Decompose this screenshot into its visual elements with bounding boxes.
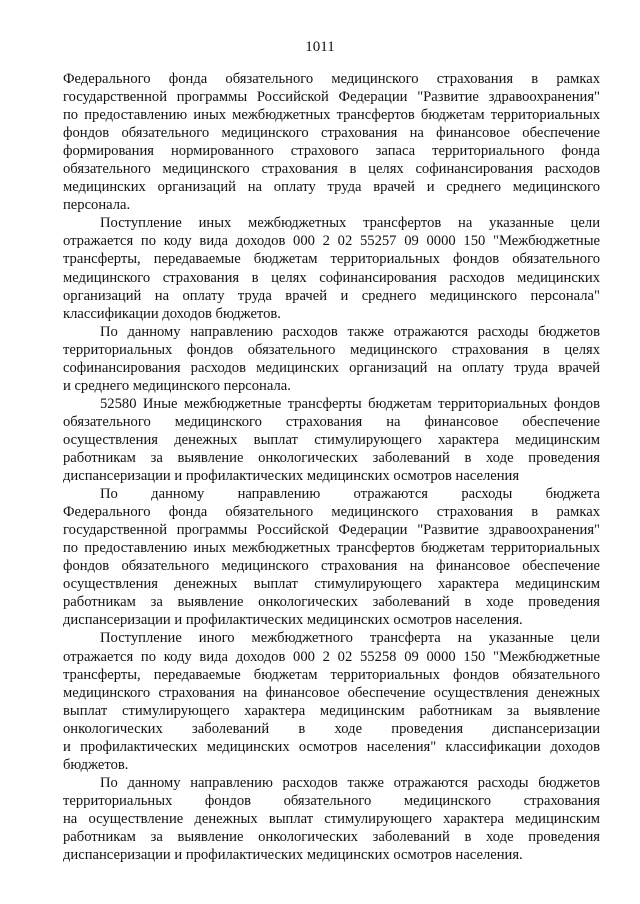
text-line: Поступление иных межбюджетных трансфертов на указанные цели [100, 215, 600, 232]
paragraph [63, 485, 600, 629]
text-line: диспансеризации и профилактических медицинских осмотров населения. [63, 612, 523, 629]
text-line: бюджетов. [63, 756, 129, 773]
text-line: формирования нормированного страхового запаса территориального фонда [63, 143, 600, 160]
paragraph [63, 774, 600, 864]
text-line: обязательного медицинского страхования на финансовое обеспечение [63, 413, 600, 430]
text-line: выплат стимулирующего характера медицинским работникам за выявление [63, 702, 600, 719]
text-line: на осуществление денежных выплат стимулирующего характера медицинским [63, 810, 600, 827]
text-line: отражается по коду вида доходов 000 2 02 55258 09 0000 150 "Межбюджетные [63, 648, 600, 665]
document-body [63, 70, 600, 864]
text-line: По данному направлению расходов также отражаются расходы бюджетов [100, 774, 600, 791]
text-line: фондов обязательного медицинского страхования на финансовое обеспечение [63, 558, 600, 575]
text-line: классификации доходов бюджетов. [63, 305, 281, 322]
text-line: территориальных фондов обязательного медицинского страхования в целях [63, 341, 600, 358]
paragraph [63, 70, 600, 214]
text-line: онкологических заболеваний в ходе проведения диспансеризации [63, 720, 600, 737]
text-line: диспансеризации и профилактических медицинских осмотров населения [63, 468, 520, 485]
text-line: и среднего медицинского персонала. [63, 377, 291, 394]
text-line: Поступление иного межбюджетного трансферта на указанные цели [100, 630, 600, 647]
text-line: трансферты, передаваемые бюджетам территориальных фондов обязательного [63, 251, 600, 268]
text-line: осуществления денежных выплат стимулирующего характера медицинским [63, 431, 600, 448]
text-line: работникам за выявление онкологических заболеваний в ходе проведения [63, 828, 600, 845]
text-line: диспансеризации и профилактических медицинских осмотров населения. [63, 847, 523, 864]
text-line: медицинских организаций на оплату труда врачей и среднего медицинского [63, 179, 600, 196]
text-line: По данному направлению расходов также отражаются расходы бюджетов [100, 323, 600, 340]
text-line: 52580 Иные межбюджетные трансферты бюджетам территориальных фондов [100, 395, 600, 412]
text-line: и профилактических медицинских осмотров населения" классификации доходов [63, 738, 600, 755]
text-line: обязательного медицинского страхования в целях софинансирования расходов [63, 161, 600, 178]
text-line: работникам за выявление онкологических заболеваний в ходе проведения [63, 449, 600, 466]
text-line: Федерального фонда обязательного медицинского страхования в рамках [63, 71, 600, 87]
text-line: медицинского страхования в целях софинансирования расходов медицинских [63, 269, 600, 286]
text-line: территориальных фондов обязательного медицинского страхования [63, 792, 600, 809]
page-number: 1011 [305, 39, 335, 55]
text-line: По данному направлению отражаются расходы бюджета [100, 486, 600, 503]
text-line: Федерального фонда обязательного медицинского страхования в рамках [63, 504, 600, 521]
text-line: организаций на оплату труда врачей и среднего медицинского персонала" [63, 287, 600, 304]
paragraph [63, 323, 600, 395]
text-line: персонала. [63, 197, 131, 214]
paragraph [63, 629, 600, 773]
text-line: государственной программы Российской Федерации "Развитие здравоохранения" [63, 89, 600, 106]
text-line: софинансирования расходов медицинских организаций на оплату труда врачей [63, 359, 600, 376]
text-line: по предоставлению иных межбюджетных трансфертов бюджетам территориальных [63, 540, 600, 557]
text-line: осуществления денежных выплат стимулирующего характера медицинским [63, 576, 600, 593]
text-line: фондов обязательного медицинского страхования на финансовое обеспечение [63, 125, 600, 142]
paragraph [63, 214, 600, 322]
text-line: медицинского страхования на финансовое обеспечение осуществления денежных [63, 684, 600, 701]
text-line: по предоставлению иных межбюджетных трансфертов бюджетам территориальных [63, 107, 600, 124]
text-line: отражается по коду вида доходов 000 2 02 55257 09 0000 150 "Межбюджетные [63, 233, 600, 250]
paragraph [63, 395, 600, 485]
text-line: работникам за выявление онкологических заболеваний в ходе проведения [63, 594, 600, 611]
text-line: государственной программы Российской Федерации "Развитие здравоохранения" [63, 522, 600, 539]
text-line: трансферты, передаваемые бюджетам территориальных фондов обязательного [63, 666, 600, 683]
